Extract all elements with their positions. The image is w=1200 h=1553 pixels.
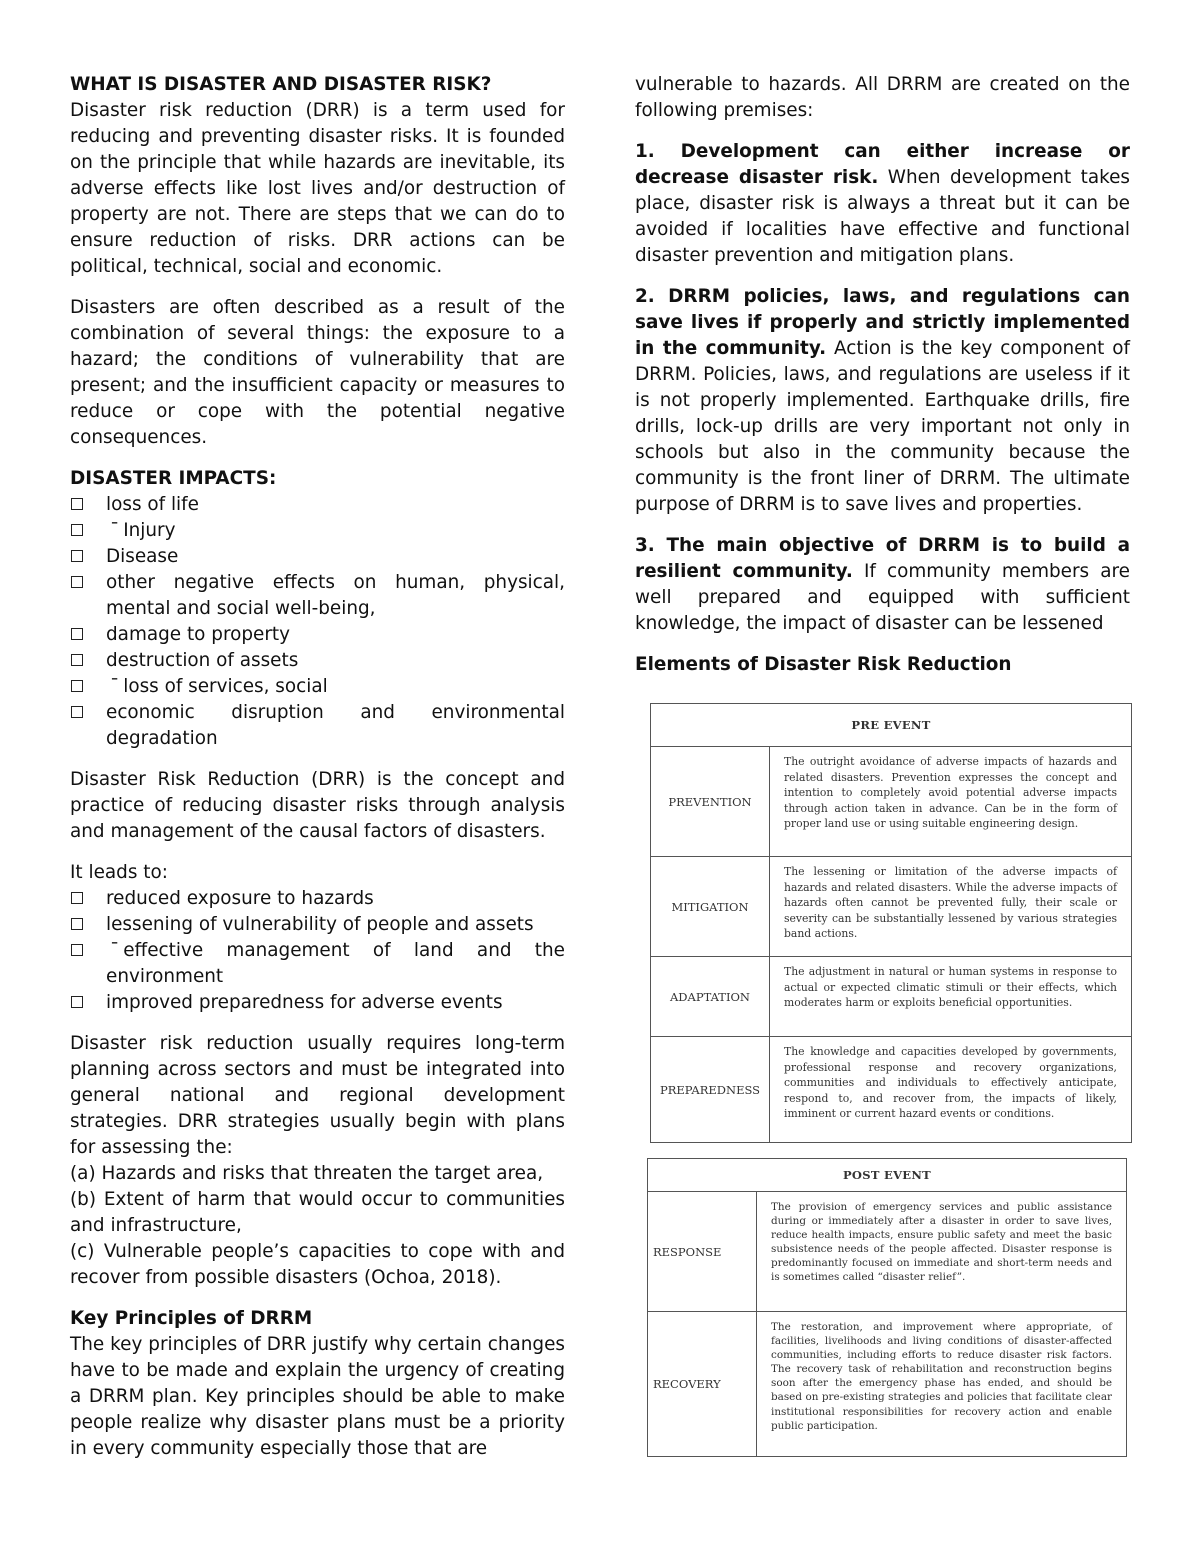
paragraph-key-principles: The key principles of DRR justify why certain changes have to be made and explain the urgency of creating a DRRM plan. Key principles should be able to make people realize why disaster plans must be a priority in every community especially those that are: [70, 1334, 565, 1459]
assess-item-c: (c) Vulnerable people’s capacities to cope with and recover from possible disasters (Ochoa, 2018).: [70, 1241, 565, 1288]
list-item-text: loss of services, social: [123, 676, 328, 697]
pre-event-table: [650, 703, 1132, 1143]
table-row: [648, 1312, 1127, 1457]
checkbox-icon: [71, 628, 83, 640]
list-item-dash: ¯: [110, 940, 120, 961]
principle-2-lead: 2. DRRM policies, laws, and regulations can save lives if properly and strictly implemented in the community.: [635, 286, 1130, 359]
list-item-text: economic disruption and environmental degradation: [106, 702, 565, 749]
list-item: [70, 544, 565, 570]
table-cell-desc: The provision of emergency services and public assistance during or immediately after a disaster in order to save lives, reduce health impacts, ensure public safety and meet the basic subsistence needs of the people affected. Disaster response is predominantly focused on immediate and short-term needs and is sometimes called “disaster relief”.: [757, 1192, 1127, 1312]
checkbox-icon: [71, 654, 83, 666]
leads-list: [70, 886, 565, 1016]
list-item-text: improved preparedness for adverse events: [106, 992, 503, 1013]
checkbox-icon: [71, 996, 83, 1008]
list-item: [70, 648, 565, 674]
list-item: [70, 518, 565, 544]
principle-2: [635, 284, 1130, 518]
checkbox-icon: [71, 706, 83, 718]
list-item-dash: ¯: [110, 676, 120, 697]
checkbox-icon: [71, 498, 83, 510]
table-cell-name: RECOVERY: [648, 1312, 757, 1457]
principle-3-lead: 3. The main objective of DRRM is to build a resilient community.: [635, 535, 1130, 582]
checkbox-icon: [71, 576, 83, 588]
checkbox-icon: [71, 892, 83, 904]
table-cell-name: PREVENTION: [651, 747, 770, 857]
list-item: [70, 700, 565, 752]
checkbox-icon: [71, 680, 83, 692]
principle-1-text: When development takes place, disaster risk is always a threat but it can be avoided if localities have effective and functional disaster prevention and mitigation plans.: [635, 167, 1130, 266]
table-cell-desc: The lessening or limitation of the adverse impacts of hazards and related disasters. While the adverse impacts of hazards often cannot be prevented fully, their scale or severity can be substantially lessened by various strategies band actions.: [770, 857, 1132, 957]
checkbox-icon: [71, 550, 83, 562]
table-cell-desc: The outright avoidance of adverse impacts of hazards and related disasters. Prevention expresses the concept and intention to completely avoid potential adverse impacts through action taken in advance. Can be in the form of proper land use or using suitable engineering design.: [770, 747, 1132, 857]
list-item: [70, 938, 565, 990]
list-item: [70, 622, 565, 648]
table-cell-name: PREPAREDNESS: [651, 1037, 770, 1143]
list-item-text: destruction of assets: [106, 650, 299, 671]
principle-1-lead: 1. Development can either increase or decrease disaster risk.: [635, 141, 1130, 188]
table-row: [648, 1192, 1127, 1312]
table-cell-desc: The adjustment in natural or human systems in response to actual or expected climatic stimuli or their effects, which moderates harm or exploits beneficial opportunities.: [770, 957, 1132, 1037]
section-heading-disaster-risk: WHAT IS DISASTER AND DISASTER RISK?: [70, 74, 492, 95]
list-item: [70, 674, 565, 700]
section-heading-key-principles: Key Principles of DRRM: [70, 1308, 313, 1329]
checkbox-icon: [71, 944, 83, 956]
post-event-table: [647, 1158, 1127, 1457]
paragraph-disaster-description: Disasters are often described as a result of the combination of several things: the exposure to a hazard; the conditions of vulnerability that are present; and the insufficient capacity or measures to reduce or cope with the potential negative consequences.: [70, 297, 565, 448]
list-item-text: lessening of vulnerability of people and assets: [106, 914, 534, 935]
paragraph-long-term-planning: Disaster risk reduction usually requires long-term planning across sectors and must be integrated into general national and regional development strategies. DRR strategies usually begin with plans for assessing the:: [70, 1033, 565, 1158]
assess-item-a: (a) Hazards and risks that threaten the target area,: [70, 1163, 544, 1184]
paragraph-premises: vulnerable to hazards. All DRRM are created on the following premises:: [635, 74, 1130, 121]
list-item-text: other negative effects on human, physical, mental and social well-being,: [106, 572, 565, 619]
table-cell-name: RESPONSE: [648, 1192, 757, 1312]
table-cell-name: ADAPTATION: [651, 957, 770, 1037]
principle-3: [635, 533, 1130, 637]
list-item: [70, 990, 565, 1016]
list-item: [70, 912, 565, 938]
left-column: [70, 72, 565, 1462]
post-event-header: POST EVENT: [648, 1159, 1127, 1192]
pre-event-header: PRE EVENT: [651, 704, 1132, 747]
table-row: [651, 747, 1132, 857]
list-item-text: effective management of land and the environment: [106, 940, 565, 987]
table-cell-name: MITIGATION: [651, 857, 770, 957]
table-header-row: [651, 704, 1132, 747]
principle-2-text: Action is the key component of DRRM. Policies, laws, and regulations are useless if it is not properly implemented. Earthquake drills, fire drills, lock-up drills are very important not only in schools but also in the community because the community is the front liner of DRRM. The ultimate purpose of DRRM is to save lives and properties.: [635, 338, 1130, 515]
list-item: [70, 886, 565, 912]
section-heading-impacts: DISASTER IMPACTS:: [70, 468, 277, 489]
table-row: [651, 857, 1132, 957]
list-item-text: reduced exposure to hazards: [106, 888, 374, 909]
checkbox-icon: [71, 524, 83, 536]
list-item: [70, 492, 565, 518]
principle-3-text: If community members are well prepared and equipped with sufficient knowledge, the impact of disaster can be lessened: [635, 561, 1130, 634]
paragraph-drr-definition: Disaster risk reduction (DRR) is a term used for reducing and preventing disaster risks. It is founded on the principle that while hazards are inevitable, its adverse effects like lost lives and/or destruction of property are not. There are steps that we can do to ensure reduction of risks. DRR actions can be political, technical, social and economic.: [70, 100, 565, 277]
leads-heading: It leads to:: [70, 862, 168, 883]
list-item: [70, 570, 565, 622]
list-item-dash: ¯: [110, 520, 120, 541]
principle-1: [635, 139, 1130, 269]
table-header-row: [648, 1159, 1127, 1192]
assess-item-b: (b) Extent of harm that would occur to communities and infrastructure,: [70, 1189, 565, 1236]
right-column: [635, 72, 1130, 678]
table-cell-desc: The restoration, and improvement where appropriate, of facilities, livelihoods and living conditions of disaster-affected communities, including efforts to reduce disaster risk factors. The recovery task of rehabilitation and reconstruction begins soon after the emergency phase has ended, and should be based on pre-existing strategies and policies that facilitate clear institutional responsibilities for recovery action and enable public participation.: [757, 1312, 1127, 1457]
table-row: [651, 957, 1132, 1037]
table-cell-desc: The knowledge and capacities developed by governments, professional response and recovery organizations, communities and individuals to effectively anticipate, respond to, and recover from, the impacts of likely, imminent or current hazard events or conditions.: [770, 1037, 1132, 1143]
list-item-text: Injury: [123, 520, 176, 541]
checkbox-icon: [71, 918, 83, 930]
list-item-text: damage to property: [106, 624, 290, 645]
list-item-text: Disease: [106, 546, 179, 567]
paragraph-drr-concept: Disaster Risk Reduction (DRR) is the concept and practice of reducing disaster risks through analysis and management of the causal factors of disasters.: [70, 769, 565, 842]
impacts-list: [70, 492, 565, 752]
list-item-text: loss of life: [106, 494, 199, 515]
table-row: [651, 1037, 1132, 1143]
elements-heading: Elements of Disaster Risk Reduction: [635, 654, 1012, 675]
